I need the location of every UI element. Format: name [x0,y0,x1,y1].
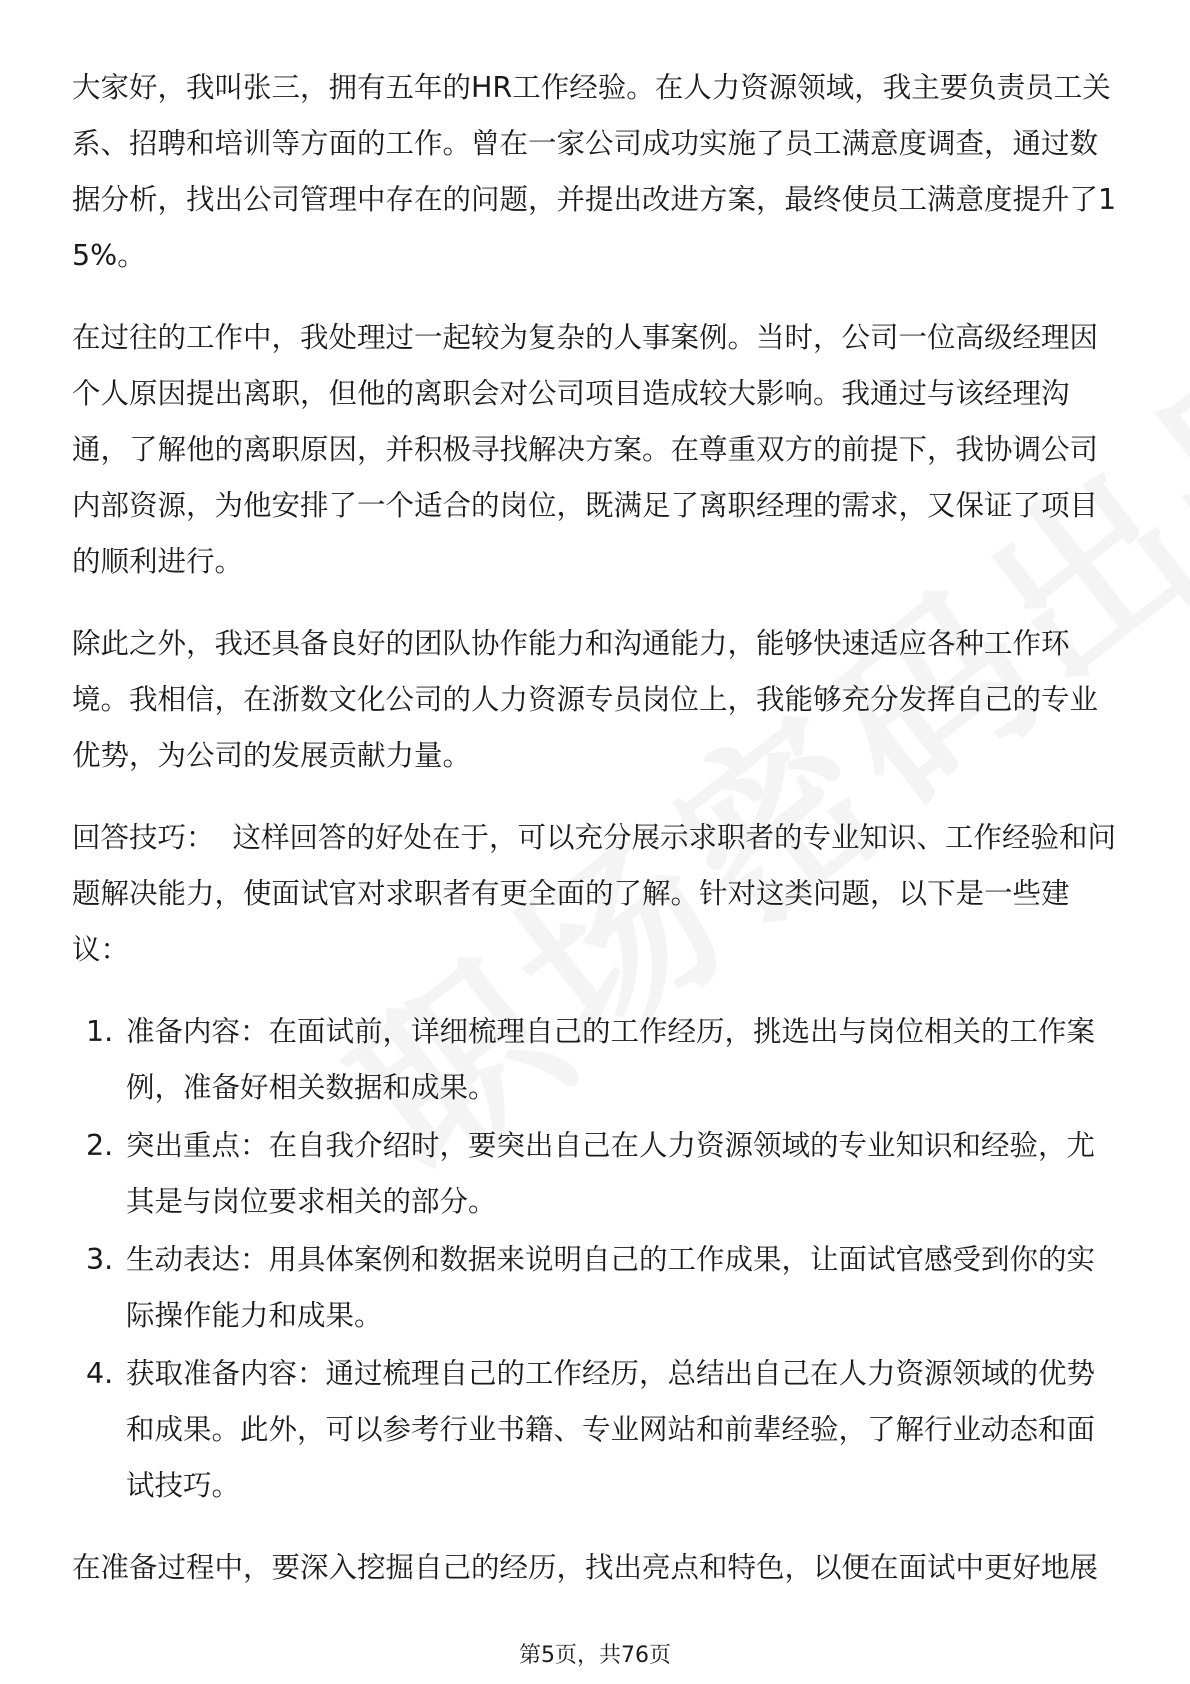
list-item [72,1346,1122,1514]
list-item-text: 生动表达：用具体案例和数据来说明自己的工作成果，让面试官感受到你的实际操作能力和成果。 [126,1243,1096,1332]
answer-tip-label: 回答技巧： [72,821,215,854]
list-item-text: 获取准备内容：通过梳理自己的工作经历，总结出自己在人力资源领域的优势和成果。此外，可以参考行业书籍、专业网站和前辈经验，了解行业动态和面试技巧。 [126,1357,1096,1502]
list-item-text: 准备内容：在面试前，详细梳理自己的工作经历，挑选出与岗位相关的工作案例，准备好相关数据和成果。 [126,1015,1096,1104]
list-item [72,1004,1122,1116]
list-item-number: 3. [86,1243,114,1276]
list-item-number: 2. [86,1129,114,1162]
list-item-number: 4. [86,1357,114,1390]
paragraph-skills: 除此之外，我还具备良好的团队协作能力和沟通能力，能够快速适应各种工作环境。我相信，在浙数文化公司的人力资源专员岗位上，我能够充分发挥自己的专业优势，为公司的发展贡献力量。 [72,627,1099,772]
list-item [72,1232,1122,1344]
document-body [72,60,1122,1622]
paragraph-case: 在过往的工作中，我处理过一起较为复杂的人事案例。当时，公司一位高级经理因个人原因提出离职，但他的离职会对公司项目造成较大影响。我通过与该经理沟通，了解他的离职原因，并积极寻找解决方案。在尊重双方的前提下，我协调公司内部资源，为他安排了一个适合的岗位，既满足了离职经理的需求，又保证了项目的顺利进行。 [72,321,1099,578]
paragraph-closing: 在准备过程中，要深入挖掘自己的经历，找出亮点和特色，以便在面试中更好地展 [72,1551,1099,1584]
paragraph-intro: 大家好，我叫张三，拥有五年的HR工作经验。在人力资源领域，我主要负责员工关系、招聘和培训等方面的工作。曾在一家公司成功实施了员工满意度调查，通过数据分析，找出公司管理中存在的问题，并提出改进方案，最终使员工满意度提升了15%。 [72,71,1117,272]
list-item-number: 1. [86,1015,114,1048]
answer-tip-text: 这样回答的好处在于，可以充分展示求职者的专业知识、工作经验和问题解决能力，使面试官对求职者有更全面的了解。针对这类问题，以下是一些建议： [72,821,1117,966]
answer-tip [72,810,1122,978]
list-item [72,1118,1122,1230]
list-item-text: 突出重点：在自我介绍时，要突出自己在人力资源领域的专业知识和经验，尤其是与岗位要求相关的部分。 [126,1129,1096,1218]
page-number: 第5页，共76页 [519,1643,671,1668]
tips-list [72,1004,1122,1514]
